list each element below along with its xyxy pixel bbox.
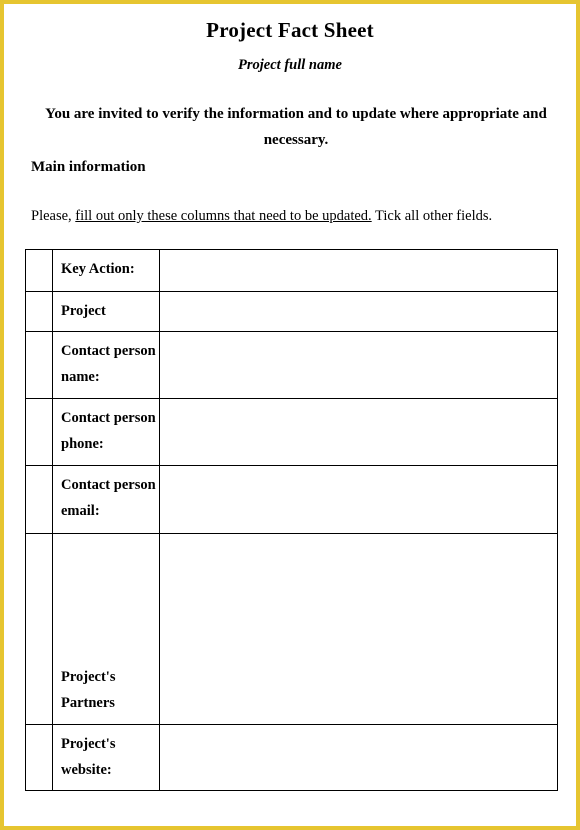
document-title: Project Fact Sheet <box>206 18 374 42</box>
project-partners-field[interactable] <box>160 534 558 725</box>
contact-person-name-field[interactable] <box>160 332 558 399</box>
row-label: Key Action: <box>53 250 160 292</box>
tick-cell[interactable] <box>26 466 53 534</box>
section-heading-main-information: Main information <box>31 159 146 175</box>
table-row-key-action <box>26 250 558 292</box>
intro-paragraph: You are invited to verify the information and to update where appropriate and necessary. <box>45 106 547 148</box>
row-label: Project's Partners <box>53 534 160 725</box>
row-label: Contact person email: <box>53 466 160 534</box>
tick-cell[interactable] <box>26 725 53 791</box>
table-row-partners <box>26 534 558 725</box>
tick-cell[interactable] <box>26 399 53 466</box>
row-label: Project's website: <box>53 725 160 791</box>
table-row-project <box>26 292 558 332</box>
instruction-text <box>31 208 492 225</box>
project-full-name: Project full name <box>238 57 342 73</box>
project-field[interactable] <box>160 292 558 332</box>
tick-cell[interactable] <box>26 534 53 725</box>
table-row-contact-phone <box>26 399 558 466</box>
instruction-underlined: fill out only these columns that need to be updated. <box>75 208 372 224</box>
instruction-suffix: Tick all other fields. <box>371 208 493 224</box>
key-action-field[interactable] <box>160 250 558 292</box>
contact-person-email-field[interactable] <box>160 466 558 534</box>
fact-sheet-table <box>25 249 558 791</box>
row-label: Project <box>53 292 160 332</box>
table-row-website <box>26 725 558 791</box>
tick-cell[interactable] <box>26 250 53 292</box>
row-label: Contact person phone: <box>53 399 160 466</box>
tick-cell[interactable] <box>26 332 53 399</box>
table-row-contact-name <box>26 332 558 399</box>
tick-cell[interactable] <box>26 292 53 332</box>
table-row-contact-email <box>26 466 558 534</box>
contact-person-phone-field[interactable] <box>160 399 558 466</box>
instruction-prefix: Please, <box>31 208 76 224</box>
row-label: Contact person name: <box>53 332 160 399</box>
project-website-field[interactable] <box>160 725 558 791</box>
